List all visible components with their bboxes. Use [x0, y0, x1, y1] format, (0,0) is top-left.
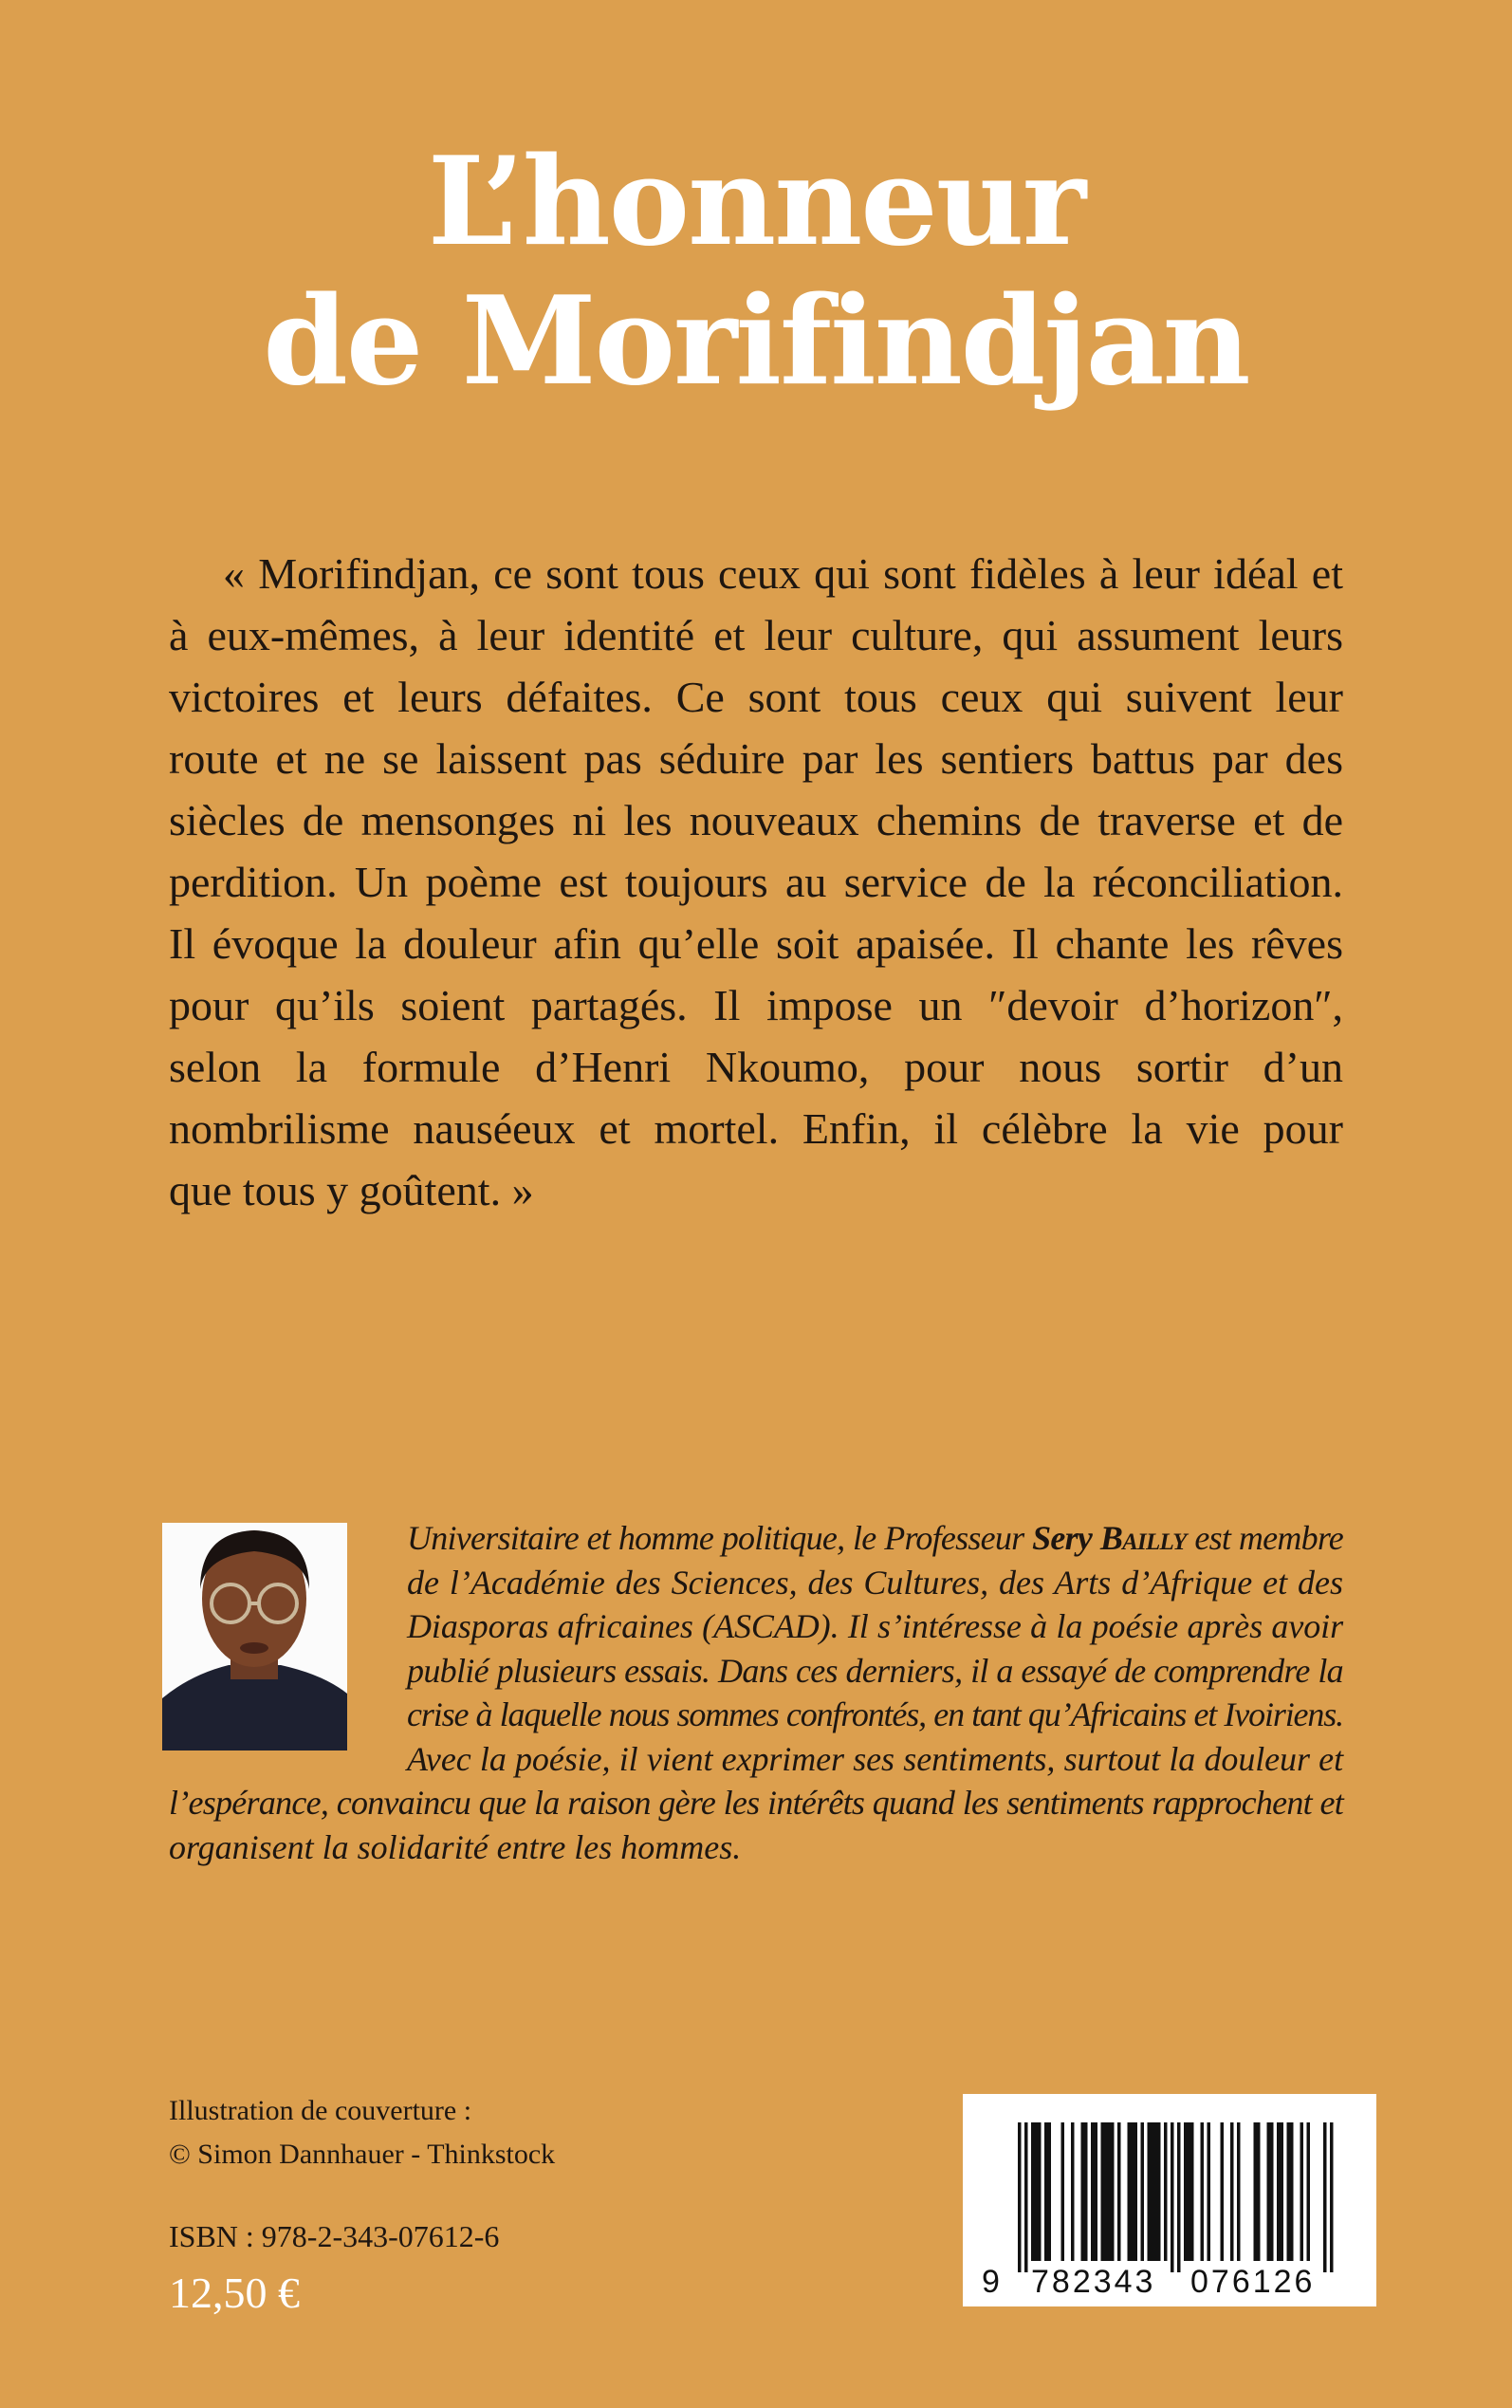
author-biography	[169, 1516, 1343, 1869]
barcode-bar	[1323, 2122, 1327, 2272]
barcode-bar	[1307, 2122, 1311, 2261]
barcode-bar	[1148, 2122, 1152, 2261]
title-line-1: L’honneur	[427, 131, 1085, 273]
author-name: Sery Bailly	[1032, 1519, 1187, 1557]
bio-line: publié plusieurs essais. Dans ces derniers, il a essayé de comprendre la	[407, 1651, 1343, 1690]
barcode-bar	[1230, 2122, 1234, 2261]
barcode-bar	[1237, 2122, 1241, 2261]
barcode-bar	[1038, 2122, 1042, 2261]
barcode-bar	[1188, 2122, 1191, 2261]
credit-label: Illustration de couverture :	[169, 2095, 472, 2126]
quote-line: route et ne se laissent pas séduire par les sentiers battus par des	[169, 734, 1343, 783]
barcode-left-digits: 782343	[1031, 2264, 1156, 2300]
bio-line: organisent la solidarité entre les hommes.	[169, 1827, 742, 1866]
barcode-bar	[1281, 2122, 1284, 2261]
bio-line: Universitaire et homme politique, le Professeur Sery Bailly est membre	[407, 1519, 1343, 1557]
barcode-bar	[1141, 2122, 1145, 2261]
barcode-bar	[1048, 2122, 1052, 2261]
bio-line: Diasporas africaines (ASCAD). Il s’intéresse à la poésie après avoir	[407, 1607, 1343, 1645]
quote-line: Il évoque la douleur afin qu’elle soit apaisée. Il chante les rêves	[169, 919, 1343, 968]
bio-line: crise à laquelle nous sommes confrontés, en tant qu’Africains et Ivoiriens.	[407, 1695, 1343, 1733]
barcode-bar	[1061, 2122, 1065, 2261]
cover-illustration-credit	[169, 2089, 555, 2176]
barcode-bar	[1095, 2122, 1098, 2261]
quote-line: pour qu’ils soient partagés. Il impose un ″devoir d’horizon″,	[169, 981, 1343, 1029]
barcode-bar	[1184, 2122, 1188, 2261]
barcode-bar	[1154, 2122, 1158, 2261]
barcode-bar	[1111, 2122, 1115, 2261]
barcode-bar	[1177, 2122, 1181, 2272]
book-title	[0, 133, 1512, 412]
barcode-bar	[1221, 2122, 1225, 2261]
barcode-bar	[1104, 2122, 1108, 2261]
barcode-bar	[1024, 2122, 1028, 2272]
bio-line: Avec la poésie, il vient exprimer ses sentiments, surtout la douleur et	[407, 1739, 1343, 1778]
barcode-bar	[1157, 2122, 1161, 2261]
barcode-bar	[1084, 2122, 1088, 2261]
barcode-bar	[1101, 2122, 1105, 2261]
quote-line: que tous y goûtent. »	[169, 1166, 534, 1214]
quote-line: selon la formule d’Henri Nkoumo, pour nous sortir d’un	[169, 1043, 1343, 1091]
barcode-bar	[1287, 2122, 1291, 2261]
quote-line: perdition. Un poème est toujours au service de la réconciliation.	[169, 858, 1343, 906]
isbn: ISBN : 978-2-343-07612-6	[169, 2219, 500, 2253]
quote-line: à eux-mêmes, à leur identité et leur culture, qui assument leurs	[169, 611, 1343, 659]
credit-value: © Simon Dannhauer - Thinkstock	[169, 2139, 556, 2170]
barcode-bar	[1277, 2122, 1281, 2261]
barcode-bar	[1128, 2122, 1132, 2261]
barcode-bar	[1254, 2122, 1258, 2261]
barcode-right-digits: 076126	[1190, 2264, 1316, 2300]
barcode-bar	[1270, 2122, 1274, 2261]
barcode-bar	[1164, 2122, 1168, 2261]
quote-line: victoires et leurs défaites. Ce sont tous ceux qui suivent leur	[169, 673, 1343, 721]
barcode-bar	[1134, 2122, 1138, 2261]
barcode-bar	[1257, 2122, 1261, 2261]
barcode-bar	[1131, 2122, 1134, 2261]
back-cover-quote	[169, 543, 1343, 1221]
barcode-bar	[1031, 2122, 1035, 2261]
barcode-bar	[1018, 2122, 1022, 2272]
barcode-bar	[1071, 2122, 1075, 2261]
barcode-bar	[1108, 2122, 1112, 2261]
barcode-bar	[1091, 2122, 1095, 2261]
barcode-bar	[1035, 2122, 1039, 2261]
barcode-bar	[1117, 2122, 1121, 2261]
barcode-bar	[1201, 2122, 1205, 2261]
barcode-bar	[1044, 2122, 1048, 2261]
quote-line: nombrilisme nauséeux et mortel. Enfin, il célèbre la vie pour	[169, 1104, 1343, 1153]
quote-line: siècles de mensonges ni les nouveaux chemins de traverse et de	[169, 796, 1343, 844]
barcode-bar	[1330, 2122, 1334, 2272]
bio-line: l’espérance, convaincu que la raison gère les intérêts quand les sentiments rapprochent et	[169, 1784, 1343, 1822]
barcode-bar	[1151, 2122, 1154, 2261]
barcode-bar	[1300, 2122, 1304, 2261]
barcode	[963, 2094, 1376, 2306]
barcode-bar	[1190, 2122, 1194, 2261]
bio-line: de l’Académie des Sciences, des Cultures, des Arts d’Afrique et des	[407, 1563, 1343, 1602]
barcode-bar	[1081, 2122, 1085, 2261]
title-line-2: de Morifindjan	[263, 270, 1249, 413]
barcode-bar	[1290, 2122, 1294, 2261]
barcode-bar	[1267, 2122, 1271, 2261]
barcode-first-digit: 9	[982, 2264, 1003, 2300]
price: 12,50 €	[169, 2269, 300, 2317]
barcode-bar	[1208, 2122, 1211, 2261]
quote-line: « Morifindjan, ce sont tous ceux qui sont fidèles à leur idéal et	[223, 549, 1343, 598]
barcode-bar	[1171, 2122, 1174, 2272]
